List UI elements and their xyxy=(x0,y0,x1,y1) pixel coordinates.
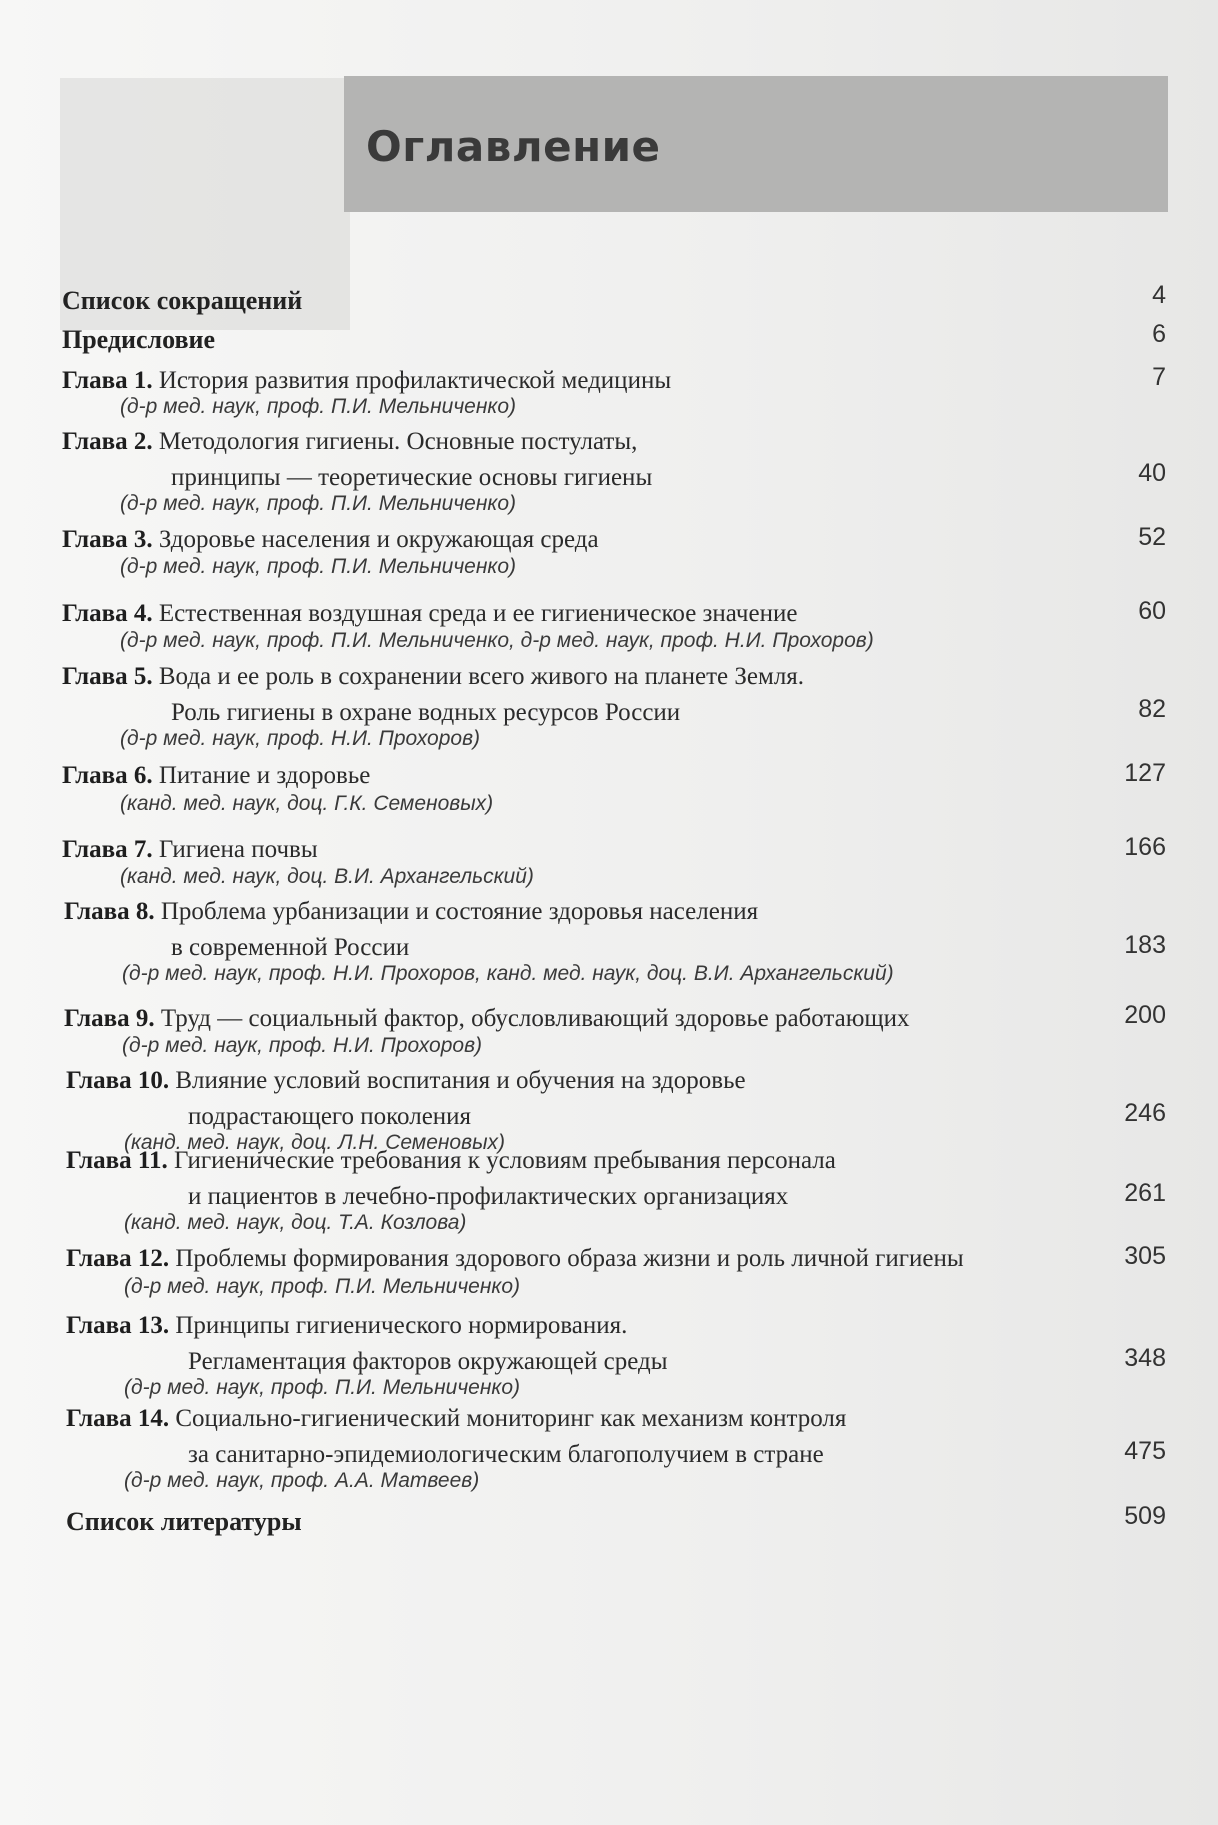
chapter-heading xyxy=(66,1311,627,1341)
chapter-label: Глава 6. xyxy=(62,762,159,789)
chapter-authors: (канд. мед. наук, доц. Т.А. Козлова) xyxy=(124,1211,467,1234)
chapter-heading xyxy=(66,1146,836,1176)
chapter-authors: (д-р мед. наук, проф. А.А. Матвеев) xyxy=(124,1469,480,1492)
chapter-label: Глава 9. xyxy=(64,1005,161,1032)
page-number: 6 xyxy=(1152,320,1166,348)
chapter-title: Принципы гигиенического нормирования. xyxy=(175,1312,628,1339)
chapter-heading xyxy=(62,835,318,865)
chapter-title-continued: в современной России xyxy=(171,934,410,961)
page-number: 246 xyxy=(1124,1099,1166,1127)
page-number: 166 xyxy=(1124,833,1166,861)
chapter-title: Проблемы формирования здорового образа жизни и роль личной гигиены xyxy=(175,1245,964,1272)
chapter-label: Глава 4. xyxy=(62,600,159,627)
chapter-heading xyxy=(62,366,671,396)
section-title: Предисловие xyxy=(62,325,216,354)
page-number: 509 xyxy=(1124,1502,1166,1530)
chapter-title: Естественная воздушная среда и ее гигиеническое значение xyxy=(158,600,798,627)
page-number: 7 xyxy=(1152,363,1166,391)
chapter-title-continued: за санитарно-эпидемиологическим благополучием в стране xyxy=(188,1441,824,1468)
chapter-heading xyxy=(64,1004,910,1034)
chapter-title: Методология гигиены. Основные постулаты, xyxy=(158,428,638,455)
chapter-authors: (д-р мед. наук, проф. Н.И. Прохоров) xyxy=(120,727,481,750)
chapter-authors: (д-р мед. наук, проф. П.И. Мельниченко) xyxy=(124,1376,521,1399)
chapter-authors: (д-р мед. наук, проф. Н.И. Прохоров, канд. мед. наук, доц. В.И. Архангельский) xyxy=(122,962,894,985)
chapter-heading xyxy=(62,525,599,555)
chapter-heading xyxy=(66,1404,846,1434)
page-number: 60 xyxy=(1138,597,1166,625)
chapter-heading xyxy=(66,1066,746,1096)
chapter-title-continued: принципы — теоретические основы гигиены xyxy=(171,464,653,491)
page-number: 475 xyxy=(1124,1437,1166,1465)
chapter-authors: (д-р мед. наук, проф. П.И. Мельниченко) xyxy=(120,492,517,515)
page-number: 348 xyxy=(1124,1344,1166,1372)
chapter-authors: (канд. мед. наук, доц. Г.К. Семеновых) xyxy=(120,792,494,815)
chapter-title-continued: подрастающего поколения xyxy=(188,1103,472,1130)
chapter-title: Гигиенические требования к условиям пребывания персонала xyxy=(173,1147,836,1174)
chapter-heading xyxy=(66,1244,964,1274)
chapter-authors: (д-р мед. наук, проф. Н.И. Прохоров) xyxy=(122,1034,483,1057)
chapter-authors: (д-р мед. наук, проф. П.И. Мельниченко) xyxy=(120,395,517,418)
chapter-title: Проблема урбанизации и состояние здоровья населения xyxy=(160,898,759,925)
chapter-label: Глава 2. xyxy=(62,428,159,455)
page-number: 52 xyxy=(1138,523,1166,551)
page-number: 261 xyxy=(1124,1179,1166,1207)
chapter-title: Труд — социальный фактор, обусловливающий здоровье работающих xyxy=(160,1005,910,1032)
chapter-authors: (канд. мед. наук, доц. В.И. Архангельский) xyxy=(120,865,534,888)
page-number: 82 xyxy=(1138,695,1166,723)
chapter-title: Влияние условий воспитания и обучения на здоровье xyxy=(175,1067,746,1094)
chapter-authors: (канд. мед. наук, доц. Л.Н. Семеновых) xyxy=(124,1131,506,1154)
chapter-title: Вода и ее роль в сохранении всего живого на планете Земля. xyxy=(158,663,805,690)
section-title: Список сокращений xyxy=(62,286,303,315)
chapter-title: Гигиена почвы xyxy=(158,836,318,863)
chapter-label: Глава 12. xyxy=(66,1245,176,1272)
chapter-heading xyxy=(62,427,637,457)
chapter-label: Глава 13. xyxy=(66,1312,176,1339)
chapter-label: Глава 10. xyxy=(66,1067,176,1094)
page-number: 183 xyxy=(1124,931,1166,959)
chapter-authors: (д-р мед. наук, проф. П.И. Мельниченко) xyxy=(120,555,517,578)
chapter-title: Питание и здоровье xyxy=(158,762,371,789)
chapter-label: Глава 1. xyxy=(62,367,159,394)
chapter-authors: (д-р мед. наук, проф. П.И. Мельниченко) xyxy=(124,1275,521,1298)
chapter-title-continued: и пациентов в лечебно-профилактических организациях xyxy=(188,1183,789,1210)
bibliography-title: Список литературы xyxy=(66,1507,302,1536)
chapter-title: История развития профилактической медицины xyxy=(158,367,672,394)
page-number: 40 xyxy=(1138,459,1166,487)
page-title: Оглавление xyxy=(366,122,661,171)
chapter-label: Глава 3. xyxy=(62,526,159,553)
chapter-label: Глава 5. xyxy=(62,663,159,690)
page-number: 127 xyxy=(1124,759,1166,787)
chapter-label: Глава 7. xyxy=(62,836,159,863)
page-number: 200 xyxy=(1124,1001,1166,1029)
page-number: 305 xyxy=(1124,1242,1166,1270)
page-number: 4 xyxy=(1152,281,1166,309)
chapter-authors: (д-р мед. наук, проф. П.И. Мельниченко, д-р мед. наук, проф. Н.И. Прохоров) xyxy=(120,629,874,652)
chapter-title-continued: Роль гигиены в охране водных ресурсов России xyxy=(171,699,681,726)
chapter-heading xyxy=(62,599,797,629)
chapter-heading xyxy=(62,761,370,791)
chapter-heading xyxy=(64,897,758,927)
chapter-title-continued: Регламентация факторов окружающей среды xyxy=(188,1348,668,1375)
chapter-label: Глава 11. xyxy=(66,1147,174,1174)
chapter-label: Глава 8. xyxy=(64,898,161,925)
chapter-title: Социально-гигиенический мониторинг как механизм контроля xyxy=(175,1405,847,1432)
chapter-label: Глава 14. xyxy=(66,1405,176,1432)
chapter-heading xyxy=(62,662,804,692)
chapter-title: Здоровье населения и окружающая среда xyxy=(158,526,599,553)
